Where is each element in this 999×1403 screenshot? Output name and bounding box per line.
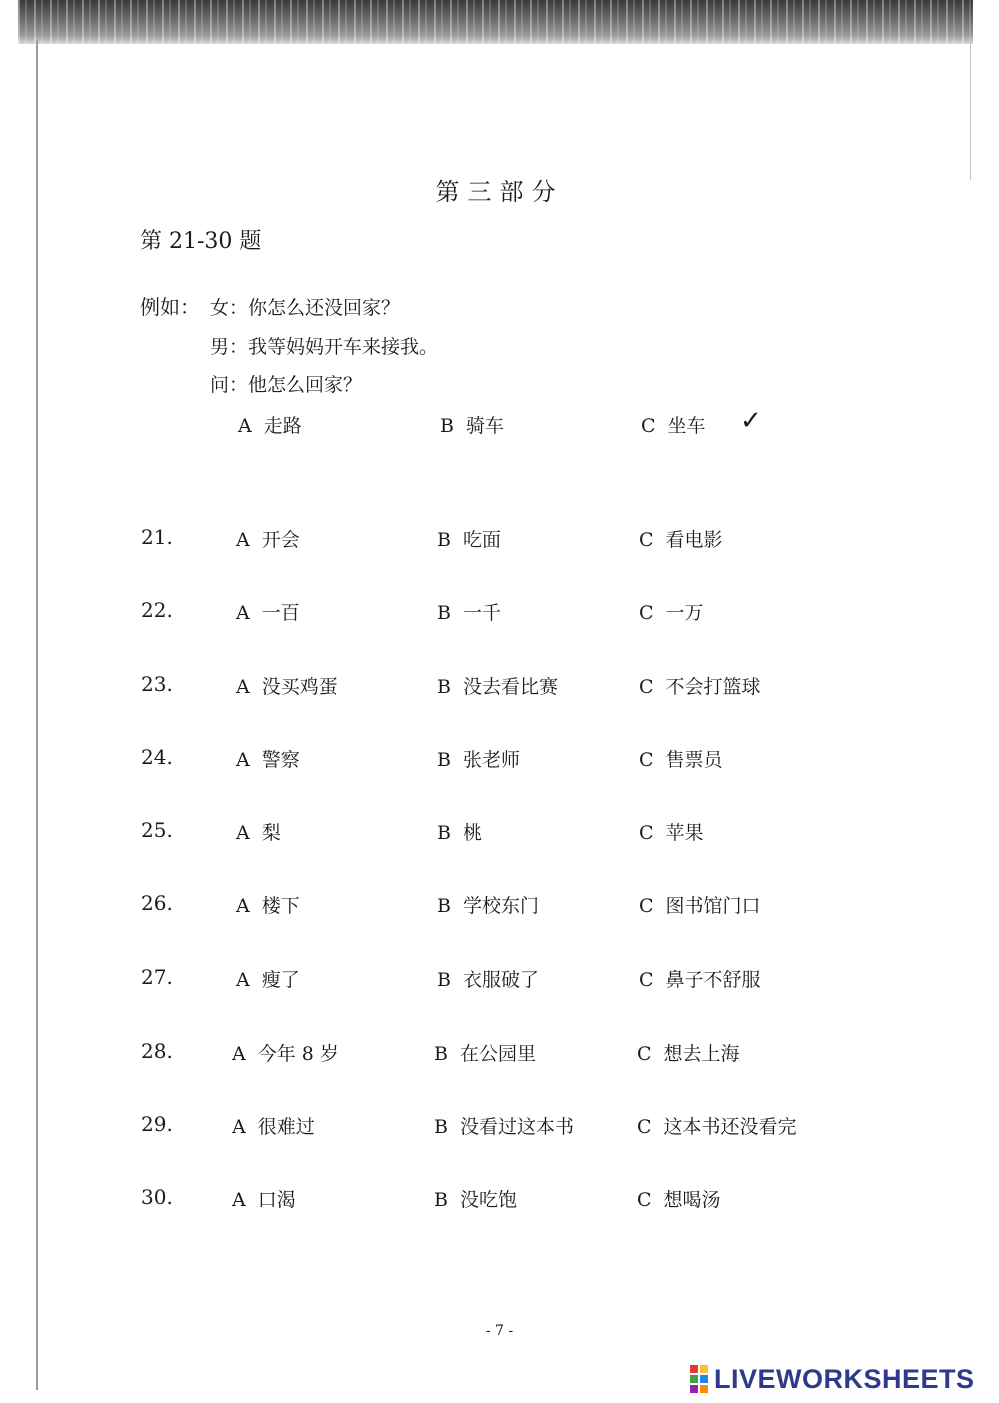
option-a[interactable]	[232, 1112, 315, 1139]
option-letter: C	[639, 529, 654, 551]
section-title: 第三部分	[435, 178, 564, 206]
option-text: 楼下	[261, 895, 300, 917]
option-text: 走路	[263, 415, 302, 437]
option-letter: A	[236, 822, 250, 844]
example-option-b	[440, 411, 504, 438]
option-text: 警察	[261, 749, 300, 771]
option-letter: B	[434, 1116, 448, 1138]
option-c[interactable]	[639, 525, 723, 552]
option-a[interactable]	[236, 745, 300, 772]
option-text: 口渴	[257, 1189, 296, 1211]
option-letter: B	[437, 895, 451, 917]
option-letter: C	[639, 602, 654, 624]
question-number: 28.	[141, 1039, 173, 1063]
option-text: 很难过	[257, 1116, 315, 1138]
option-text: 桃	[462, 822, 482, 844]
option-letter: C	[639, 749, 654, 771]
question-number: 26.	[141, 891, 173, 915]
question-number: 30.	[141, 1185, 173, 1209]
logo-square	[700, 1385, 708, 1393]
option-letter: C	[637, 1043, 652, 1065]
logo-square	[700, 1375, 708, 1383]
example-line-man: 男：我等妈妈开车来接我。	[210, 336, 439, 358]
option-a[interactable]	[236, 598, 300, 625]
option-c[interactable]	[637, 1039, 740, 1066]
option-letter: C	[637, 1116, 652, 1138]
option-letter: C	[637, 1189, 652, 1211]
option-text: 没看过这本书	[459, 1116, 574, 1138]
option-letter: A	[236, 602, 250, 624]
option-letter: A	[236, 895, 250, 917]
option-b[interactable]	[437, 965, 539, 992]
option-c[interactable]	[639, 891, 761, 918]
option-letter: B	[440, 415, 454, 437]
option-text: 在公园里	[459, 1043, 536, 1065]
option-text: 没吃饱	[459, 1189, 517, 1211]
option-text: 没买鸡蛋	[261, 676, 338, 698]
option-a[interactable]	[236, 672, 338, 699]
option-a[interactable]	[236, 891, 300, 918]
example-line-question: 问：他怎么回家？	[210, 374, 363, 396]
option-text: 苹果	[665, 822, 704, 844]
option-text: 没去看比赛	[462, 676, 558, 698]
option-text: 想喝汤	[663, 1189, 721, 1211]
logo-square	[690, 1365, 698, 1373]
option-letter: A	[236, 676, 250, 698]
option-a[interactable]	[236, 818, 281, 845]
option-text: 今年 8 岁	[257, 1043, 339, 1065]
logo-square	[700, 1365, 708, 1373]
example-option-c	[641, 411, 706, 438]
option-letter: A	[236, 529, 250, 551]
option-letter: B	[437, 749, 451, 771]
option-letter: B	[437, 969, 451, 991]
option-letter: C	[641, 415, 656, 437]
option-b[interactable]	[437, 891, 539, 918]
option-letter: A	[236, 749, 250, 771]
option-letter: A	[236, 969, 250, 991]
option-a[interactable]	[232, 1039, 339, 1066]
option-letter: A	[232, 1189, 246, 1211]
option-b[interactable]	[434, 1185, 517, 1212]
option-c[interactable]	[637, 1185, 721, 1212]
option-letter: A	[232, 1043, 246, 1065]
option-text: 这本书还没看完	[663, 1116, 797, 1138]
logo-square	[690, 1385, 698, 1393]
option-text: 坐车	[667, 415, 706, 437]
check-mark-icon: ✓	[740, 406, 762, 436]
option-letter: C	[639, 895, 654, 917]
question-number: 25.	[141, 818, 173, 842]
option-letter: A	[232, 1116, 246, 1138]
option-letter: B	[437, 529, 451, 551]
option-b[interactable]	[437, 525, 501, 552]
option-letter: B	[434, 1189, 448, 1211]
option-b[interactable]	[434, 1039, 536, 1066]
option-letter: C	[639, 676, 654, 698]
example-line-woman: 女：你怎么还没回家？	[210, 297, 401, 319]
option-letter: B	[437, 602, 451, 624]
option-letter: B	[437, 676, 451, 698]
option-text: 看电影	[665, 529, 723, 551]
option-b[interactable]	[434, 1112, 574, 1139]
scan-shadow-left	[36, 40, 38, 1390]
option-c[interactable]	[637, 1112, 797, 1139]
option-a[interactable]	[236, 525, 300, 552]
question-number: 29.	[141, 1112, 173, 1136]
question-number: 23.	[141, 672, 173, 696]
liveworksheets-logo-icon	[690, 1365, 708, 1393]
question-range: 第 21-30 题	[140, 229, 262, 254]
question-number: 24.	[141, 745, 173, 769]
option-text: 学校东门	[462, 895, 539, 917]
liveworksheets-logo[interactable]	[690, 1364, 975, 1394]
option-c[interactable]	[639, 745, 723, 772]
option-letter: B	[434, 1043, 448, 1065]
option-b[interactable]	[437, 672, 558, 699]
question-number: 27.	[141, 965, 173, 989]
example-option-a	[238, 411, 302, 438]
option-text: 一万	[665, 602, 704, 624]
option-text: 一千	[462, 602, 501, 624]
option-text: 骑车	[465, 415, 504, 437]
question-number: 22.	[141, 598, 173, 622]
option-b[interactable]	[437, 818, 482, 845]
option-a[interactable]	[236, 965, 300, 992]
option-a[interactable]	[232, 1185, 296, 1212]
page-number: - 7 -	[485, 1323, 514, 1339]
option-c[interactable]	[639, 598, 704, 625]
option-letter: C	[639, 969, 654, 991]
example-label: 例如：	[140, 295, 200, 319]
option-text: 衣服破了	[462, 969, 539, 991]
option-text: 梨	[261, 822, 281, 844]
option-text: 不会打篮球	[665, 676, 761, 698]
option-b[interactable]	[437, 598, 501, 625]
option-text: 张老师	[462, 749, 520, 771]
option-letter: B	[437, 822, 451, 844]
option-text: 瘦了	[261, 969, 300, 991]
option-c[interactable]	[639, 818, 704, 845]
logo-square	[690, 1375, 698, 1383]
option-text: 一百	[261, 602, 300, 624]
option-text: 图书馆门口	[665, 895, 761, 917]
option-text: 开会	[261, 529, 300, 551]
option-text: 鼻子不舒服	[665, 969, 761, 991]
option-c[interactable]	[639, 965, 761, 992]
question-number: 21.	[141, 525, 173, 549]
liveworksheets-brand-text: LIVEWORKSHEETS	[714, 1363, 975, 1394]
scan-shadow-right	[970, 40, 971, 180]
option-text: 售票员	[665, 749, 723, 771]
option-c[interactable]	[639, 672, 761, 699]
option-letter: C	[639, 822, 654, 844]
option-text: 想去上海	[663, 1043, 740, 1065]
option-b[interactable]	[437, 745, 520, 772]
scan-shadow-top	[18, 0, 973, 44]
option-letter: A	[238, 415, 252, 437]
option-text: 吃面	[462, 529, 501, 551]
